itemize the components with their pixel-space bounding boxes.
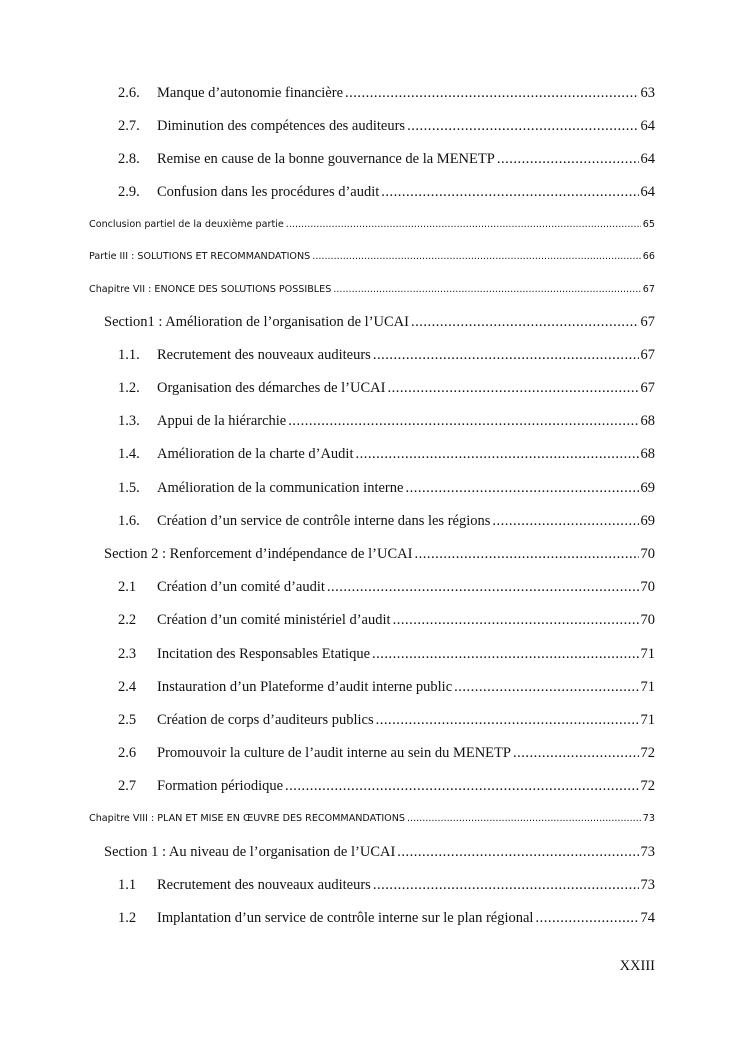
toc-entry-title: Organisation des démarches de l’UCAI <box>157 380 386 396</box>
dot-leader <box>535 910 638 927</box>
toc-entry-page: 68 <box>640 446 655 462</box>
toc-entry-number: 2.7 <box>118 778 137 794</box>
dot-leader <box>411 314 639 331</box>
toc-entry-page: 73 <box>640 877 655 893</box>
toc-entry-title: Incitation des Responsables Etatique <box>157 646 371 662</box>
toc-entry-number: 2.6. <box>118 85 140 101</box>
toc-entry-page: 63 <box>640 85 655 101</box>
dot-leader <box>286 219 641 230</box>
toc-entry-number: 2.9. <box>118 184 140 200</box>
dot-leader <box>373 877 639 894</box>
dot-leader <box>393 612 639 629</box>
dot-leader <box>345 85 638 102</box>
toc-entry-title: Section 2 : Renforcement d’indépendance de l’UCAI <box>104 546 413 562</box>
toc-entry <box>118 712 655 729</box>
toc-entry-title: Conclusion partiel de la deuxième partie <box>89 219 284 230</box>
toc-entry <box>118 380 655 397</box>
toc-entry-title: Diminution des compétences des auditeurs <box>157 118 406 134</box>
dot-leader <box>387 380 638 397</box>
toc-entry-number: 1.1. <box>118 347 140 363</box>
toc-entry-number: 1.2 <box>118 910 137 926</box>
dot-leader <box>373 347 639 364</box>
toc-entry-section <box>104 844 655 861</box>
dot-leader <box>372 646 638 663</box>
toc-entry-title: Création d’un comité ministériel d’audit <box>157 612 391 628</box>
toc-entry-page: 73 <box>640 844 655 860</box>
toc-entry-section <box>104 314 655 331</box>
toc-entry <box>118 151 655 168</box>
toc-entry-title: Section1 : Amélioration de l’organisation de l’UCAI <box>104 314 409 330</box>
toc-entry-page: 67 <box>640 347 655 363</box>
toc-entry-title: Confusion dans les procédures d’audit <box>157 184 380 200</box>
toc-entry <box>118 480 655 497</box>
toc-entry-title: Recrutement des nouveaux auditeurs <box>157 877 371 893</box>
toc-entry-chapter <box>89 284 655 295</box>
toc-entry-title: Formation périodique <box>157 778 284 794</box>
toc-entry-page: 70 <box>640 579 655 595</box>
dot-leader <box>454 679 638 696</box>
toc-entry-title: Instauration d’un Plateforme d’audit interne public <box>157 679 453 695</box>
dot-leader <box>285 778 638 795</box>
toc-entry-number: 1.3. <box>118 413 140 429</box>
toc-entry-title: Appui de la hiérarchie <box>157 413 287 429</box>
toc-entry-title: Amélioration de la communication interne <box>157 480 404 496</box>
toc-entry-chapter <box>89 813 655 824</box>
toc-entry-page: 64 <box>640 118 655 134</box>
toc-entry-number: 2.8. <box>118 151 140 167</box>
toc-entry-page: 73 <box>642 813 655 824</box>
toc-entry-title: Chapitre VIII : PLAN ET MISE EN ŒUVRE DES RECOMMANDATIONS <box>89 813 405 824</box>
dot-leader <box>407 813 641 824</box>
dot-leader <box>397 844 638 861</box>
toc-entry-title: Création de corps d’auditeurs publics <box>157 712 374 728</box>
toc-entry-number: 2.7. <box>118 118 140 134</box>
toc-entry <box>118 118 655 135</box>
toc-entry-title: Création d’un comité d’audit <box>157 579 325 595</box>
toc-entry-number: 1.6. <box>118 513 140 529</box>
toc-entry-page: 69 <box>640 480 655 496</box>
toc-entry-title: Création d’un service de contrôle interne dans les régions <box>157 513 491 529</box>
toc-entry <box>118 446 655 463</box>
toc-entry-number: 2.1 <box>118 579 137 595</box>
toc-entry-number: 1.5. <box>118 480 140 496</box>
toc-entry-page: 65 <box>642 219 655 230</box>
toc-entry-title: Amélioration de la charte d’Audit <box>157 446 354 462</box>
toc-entry-page: 70 <box>640 546 655 562</box>
toc-entry-page: 67 <box>642 284 655 295</box>
toc-entry-page: 64 <box>640 151 655 167</box>
toc-entry-title: Promouvoir la culture de l’audit interne au sein du MENETP <box>157 745 511 761</box>
toc-entry <box>118 646 655 663</box>
toc-entry <box>118 745 655 762</box>
dot-leader <box>492 513 638 530</box>
toc-entry-number: 2.2 <box>118 612 137 628</box>
toc-entry-conclusion <box>89 219 655 230</box>
toc-entry-number: 1.2. <box>118 380 140 396</box>
toc-entry-title: Partie III : SOLUTIONS ET RECOMMANDATIONS <box>89 251 311 262</box>
toc-entry-page: 66 <box>642 251 655 262</box>
toc-entry <box>118 679 655 696</box>
toc-entry-page: 68 <box>640 413 655 429</box>
toc-entry <box>118 877 655 894</box>
dot-leader <box>513 745 639 762</box>
toc-entry-number: 2.5 <box>118 712 137 728</box>
dot-leader <box>381 184 638 201</box>
toc-entry-number: 1.4. <box>118 446 140 462</box>
page-number: XXIII <box>619 958 655 974</box>
toc-entry-page: 71 <box>640 646 655 662</box>
toc-entry-section <box>104 546 655 563</box>
toc-entry <box>118 778 655 795</box>
toc-entry-number: 2.4 <box>118 679 137 695</box>
dot-leader <box>356 446 639 463</box>
dot-leader <box>407 118 638 135</box>
dot-leader <box>333 284 640 295</box>
toc-entry-page: 64 <box>640 184 655 200</box>
toc-entry-page: 70 <box>640 612 655 628</box>
dot-leader <box>405 480 638 497</box>
toc-entry-page: 74 <box>640 910 655 926</box>
toc-entry-title: Implantation d’un service de contrôle interne sur le plan régional <box>157 910 534 926</box>
toc-entry-number: 1.1 <box>118 877 137 893</box>
toc-entry-number: 2.3 <box>118 646 137 662</box>
toc-entry-number: 2.6 <box>118 745 137 761</box>
dot-leader <box>327 579 639 596</box>
dot-leader <box>497 151 639 168</box>
toc-entry-page: 72 <box>640 745 655 761</box>
dot-leader <box>376 712 639 729</box>
toc-entry <box>118 910 655 927</box>
dot-leader <box>288 413 638 430</box>
toc-entry-page: 67 <box>640 314 655 330</box>
toc-entry-title: Section 1 : Au niveau de l’organisation de l’UCAI <box>104 844 396 860</box>
toc-entry <box>118 612 655 629</box>
toc-entry-part <box>89 251 655 262</box>
toc-entry <box>118 85 655 102</box>
toc-entry-title: Manque d’autonomie financière <box>157 85 344 101</box>
toc-entry <box>118 413 655 430</box>
toc-entry <box>118 579 655 596</box>
toc-entry <box>118 513 655 530</box>
toc-entry-title: Recrutement des nouveaux auditeurs <box>157 347 371 363</box>
dot-leader <box>414 546 638 563</box>
toc-entry-page: 69 <box>640 513 655 529</box>
toc-entry-page: 71 <box>640 712 655 728</box>
toc-entry <box>118 347 655 364</box>
toc-entry-page: 71 <box>640 679 655 695</box>
toc-entry-title: Chapitre VII : ENONCE DES SOLUTIONS POSSIBLES <box>89 284 332 295</box>
dot-leader <box>312 251 641 262</box>
toc-entry <box>118 184 655 201</box>
toc-entry-page: 67 <box>640 380 655 396</box>
toc-entry-title: Remise en cause de la bonne gouvernance de la MENETP <box>157 151 495 167</box>
toc-entry-page: 72 <box>640 778 655 794</box>
